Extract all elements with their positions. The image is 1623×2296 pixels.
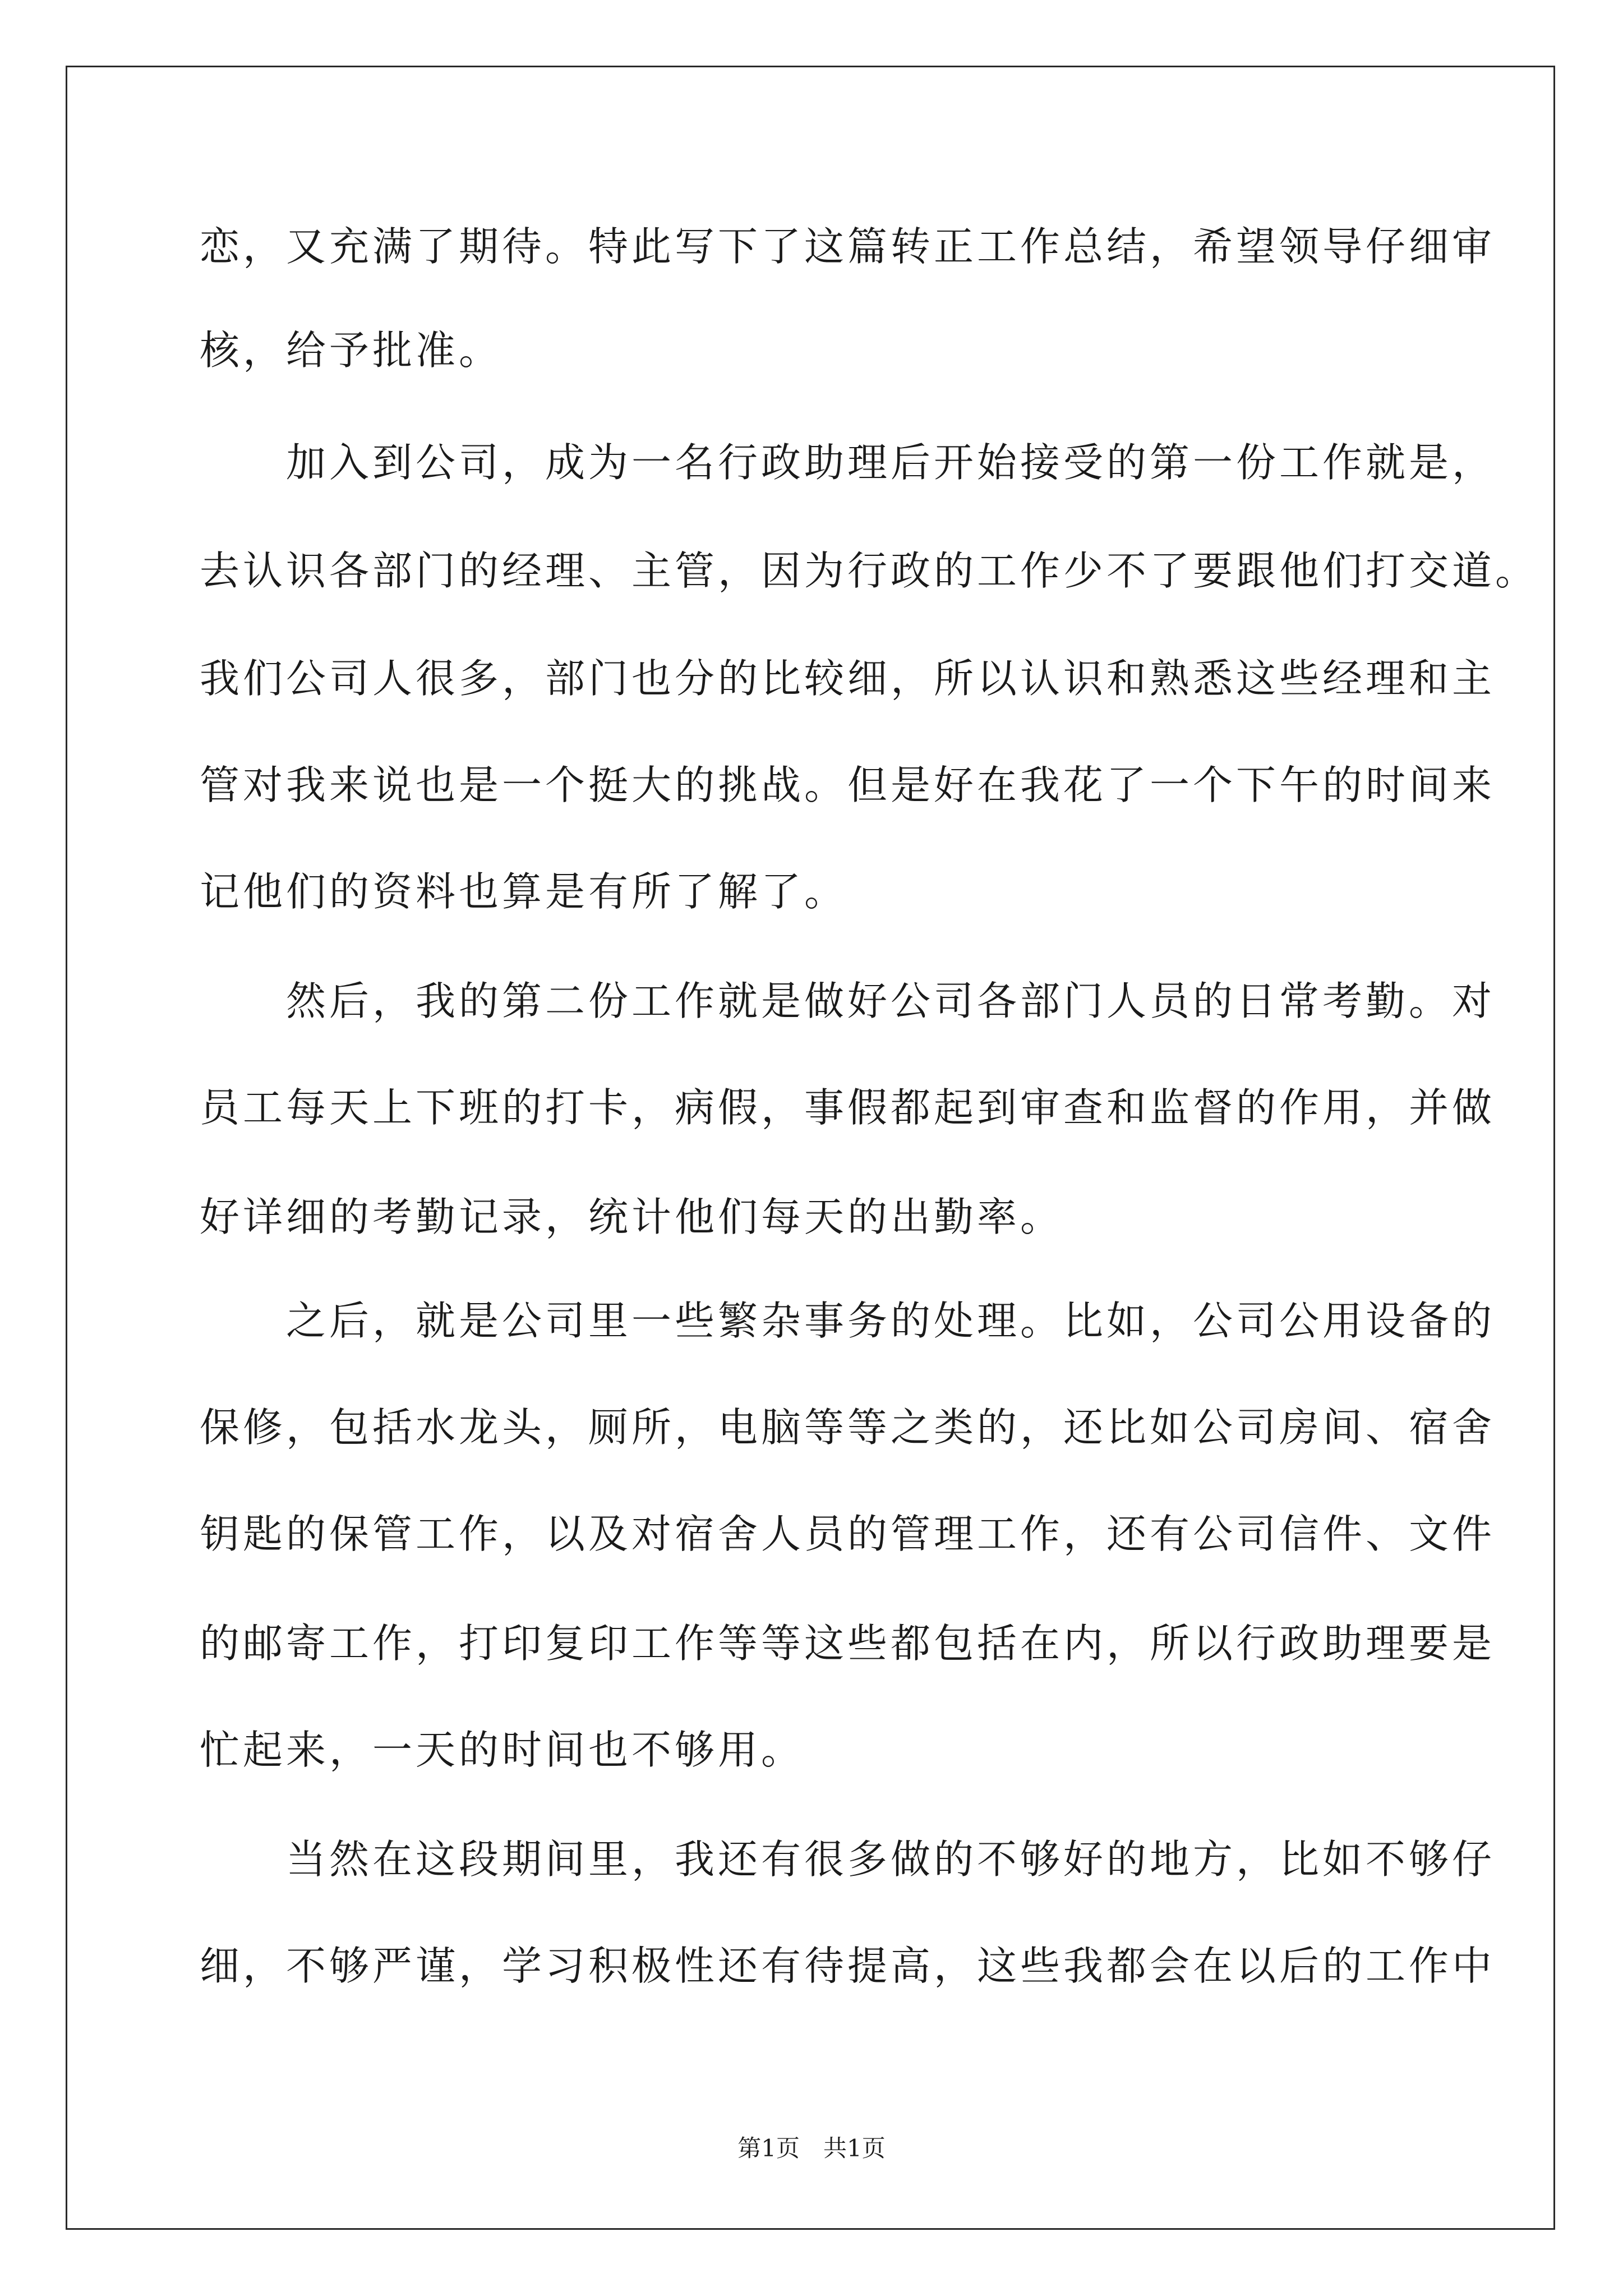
text-line-16: 当然在这段期间里，我还有很多做的不够好的地方，比如不够仔 (200, 1836, 1496, 1883)
text-line-4: 去认识各部门的经理、主管，因为行政的工作少不了要跟他们打交道。 (200, 547, 1539, 594)
text-line-11: 之后，就是公司里一些繁杂事务的处理。比如，公司公用设备的 (200, 1297, 1496, 1344)
text-line-14: 的邮寄工作，打印复印工作等等这些都包括在内，所以行政助理要是 (200, 1620, 1496, 1667)
text-line-8: 然后，我的第二份工作就是做好公司各部门人员的日常考勤。对 (200, 978, 1496, 1024)
text-line-13: 钥匙的保管工作，以及对宿舍人员的管理工作，还有公司信件、文件 (200, 1511, 1496, 1557)
page-border (66, 66, 1555, 2230)
text-line-3: 加入到公司，成为一名行政助理后开始接受的第一份工作就是， (200, 439, 1496, 486)
text-line-7: 记他们的资料也算是有所了解了。 (200, 868, 848, 915)
text-line-9: 员工每天上下班的打卡，病假，事假都起到审查和监督的作用，并做 (200, 1084, 1496, 1131)
text-line-6: 管对我来说也是一个挺大的挑战。但是好在我花了一个下午的时间来 (200, 762, 1496, 808)
text-line-12: 保修，包括水龙头，厕所，电脑等等之类的，还比如公司房间、宿舍 (200, 1404, 1496, 1451)
text-line-1: 恋，又充满了期待。特此写下了这篇转正工作总结，希望领导仔细审 (200, 223, 1496, 270)
text-line-2: 核，给予批准。 (200, 327, 502, 374)
text-line-10: 好详细的考勤记录，统计他们每天的出勤率。 (200, 1194, 1064, 1240)
text-line-5: 我们公司人很多，部门也分的比较细，所以认识和熟悉这些经理和主 (200, 655, 1496, 702)
text-line-17: 细，不够严谨，学习积极性还有待提高，这些我都会在以后的工作中 (200, 1943, 1496, 1989)
text-line-15: 忙起来，一天的时间也不够用。 (200, 1727, 805, 1773)
page-number-footer: 第1页 共1页 (737, 2134, 886, 2162)
